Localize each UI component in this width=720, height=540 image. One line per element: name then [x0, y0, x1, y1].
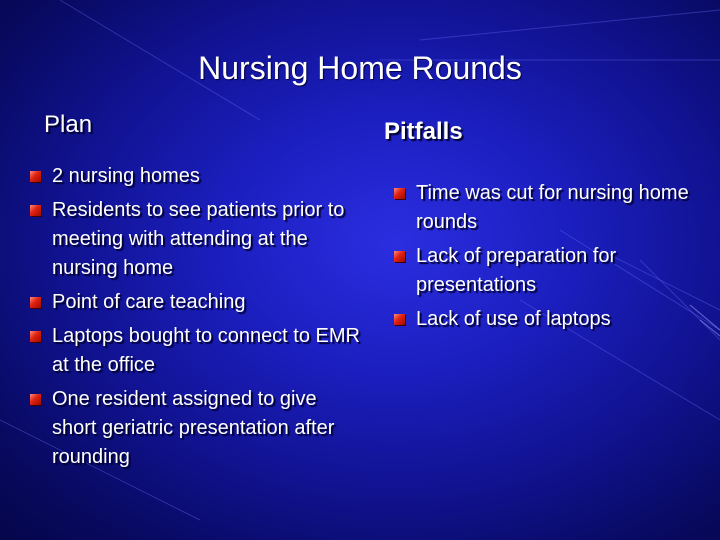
plan-heading: Plan [44, 111, 93, 138]
list-item-text: Time was cut for nursing home rounds [416, 182, 689, 233]
list-item [394, 305, 694, 334]
plan-list [30, 162, 360, 477]
list-item-text: One resident assigned to give short geriatric presentation after rounding [52, 388, 335, 468]
list-item-text: Laptops bought to connect to EMR at the office [52, 325, 360, 376]
pitfalls-heading: Pitfalls [384, 118, 463, 145]
bullet-square-icon [394, 251, 405, 262]
list-item-text: 2 nursing homes [52, 165, 200, 187]
bullet-square-icon [30, 331, 41, 342]
list-item [394, 179, 694, 237]
list-item [30, 288, 360, 317]
list-item-text: Point of care teaching [52, 291, 246, 313]
bullet-square-icon [30, 297, 41, 308]
list-item-text: Lack of preparation for presentations [416, 245, 617, 296]
bullet-square-icon [30, 394, 41, 405]
bullet-square-icon [394, 188, 405, 199]
pitfalls-list [394, 179, 694, 339]
bullet-square-icon [30, 205, 41, 216]
bullet-square-icon [394, 314, 405, 325]
list-item [30, 162, 360, 191]
list-item [30, 322, 360, 380]
list-item [30, 196, 360, 283]
list-item-text: Lack of use of laptops [416, 308, 611, 330]
list-item [30, 385, 360, 472]
bullet-square-icon [30, 171, 41, 182]
list-item-text: Residents to see patients prior to meeting with attending at the nursing home [52, 199, 345, 279]
slide-title: Nursing Home Rounds [198, 50, 522, 86]
list-item [394, 242, 694, 300]
